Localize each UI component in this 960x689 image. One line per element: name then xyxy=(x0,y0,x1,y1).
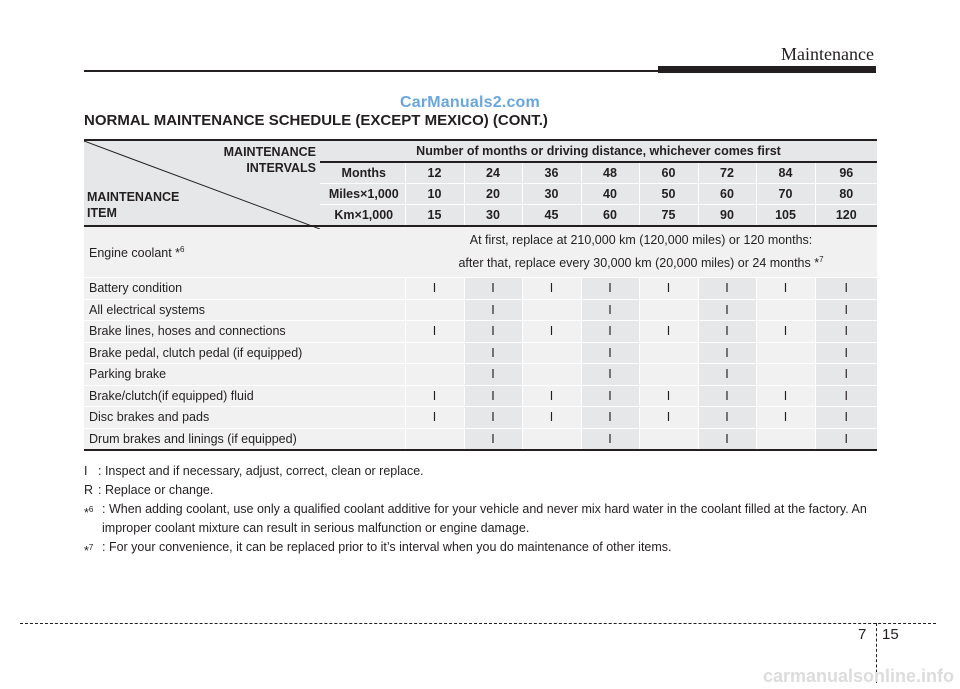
interval-value-cell: 45 xyxy=(522,205,581,227)
mark-cell: I xyxy=(756,407,815,429)
interval-value-cell: 120 xyxy=(815,205,877,227)
item-name: Brake lines, hoses and connections xyxy=(84,321,405,343)
interval-value-cell: 15 xyxy=(405,205,464,227)
table-row xyxy=(84,385,877,407)
note-key-sup: 7 xyxy=(88,543,94,552)
mark-cell: I xyxy=(639,321,698,343)
mark-cell: I xyxy=(464,299,522,321)
coolant-line-1: At first, replace at 210,000 km (120,000 miles) or 120 months: xyxy=(469,233,813,247)
mark-cell xyxy=(756,342,815,364)
mark-cell: I xyxy=(698,407,756,429)
mark-cell: I xyxy=(639,385,698,407)
table-row-engine-coolant xyxy=(84,226,877,278)
note-text: : For your convenience, it can be replaced prior to it’s interval when you do maintenance of other items. xyxy=(102,540,672,554)
mark-cell: I xyxy=(405,407,464,429)
mark-cell xyxy=(405,299,464,321)
maintenance-schedule-table xyxy=(84,139,877,451)
mark-cell: I xyxy=(756,321,815,343)
interval-value-cell: 20 xyxy=(464,183,522,205)
mark-cell: I xyxy=(405,321,464,343)
watermark-top: CarManuals2.com xyxy=(400,94,540,111)
table-row xyxy=(84,364,877,386)
table-row xyxy=(84,278,877,300)
mark-cell: I xyxy=(464,385,522,407)
coolant-interval-text xyxy=(405,226,877,278)
interval-span-header: Number of months or driving distance, whichever comes first xyxy=(320,140,877,162)
mark-cell: I xyxy=(581,342,639,364)
mark-cell: I xyxy=(405,278,464,300)
interval-value-cell: 72 xyxy=(698,162,756,184)
corner-intervals-label: MAINTENANCE INTERVALS xyxy=(223,145,316,175)
mark-cell: I xyxy=(815,428,877,450)
mark-cell: I xyxy=(581,364,639,386)
interval-value-cell: 60 xyxy=(698,183,756,205)
mark-cell xyxy=(522,342,581,364)
mark-cell: I xyxy=(464,364,522,386)
interval-value-cell: 84 xyxy=(756,162,815,184)
corner-item-label: MAINTENANCE ITEM xyxy=(87,190,180,220)
note-key-sup: 6 xyxy=(88,505,94,514)
mark-cell xyxy=(639,342,698,364)
note-key: *$^6$ xyxy=(84,505,94,521)
mark-cell: I xyxy=(522,321,581,343)
interval-value-cell: 30 xyxy=(522,183,581,205)
interval-row-label: Months xyxy=(320,162,405,184)
mark-cell: I xyxy=(815,342,877,364)
mark-cell: I xyxy=(581,321,639,343)
table-row xyxy=(84,342,877,364)
note-key: *$^7$ xyxy=(84,543,94,559)
note-key: I xyxy=(84,464,88,478)
mark-cell xyxy=(522,364,581,386)
header-rule-thin xyxy=(84,70,662,72)
section-title: Maintenance xyxy=(781,44,874,64)
item-name: Battery condition xyxy=(84,278,405,300)
mark-cell: I xyxy=(522,385,581,407)
mark-cell xyxy=(522,428,581,450)
mark-cell: I xyxy=(698,342,756,364)
table-row xyxy=(84,428,877,450)
interval-value-cell: 80 xyxy=(815,183,877,205)
note-key: R xyxy=(84,483,94,497)
mark-cell: I xyxy=(756,278,815,300)
mark-cell: I xyxy=(815,364,877,386)
mark-cell: I xyxy=(522,278,581,300)
interval-value-cell: 105 xyxy=(756,205,815,227)
footer-dashed-rule xyxy=(20,623,936,624)
mark-cell: I xyxy=(464,407,522,429)
table-row xyxy=(84,407,877,429)
interval-value-cell: 50 xyxy=(639,183,698,205)
interval-value-cell: 48 xyxy=(581,162,639,184)
mark-cell: I xyxy=(581,428,639,450)
coolant-line-2 xyxy=(405,250,877,273)
note-item xyxy=(84,481,874,500)
mark-cell: I xyxy=(815,321,877,343)
note-item xyxy=(84,462,874,481)
mark-cell: I xyxy=(464,342,522,364)
interval-value-cell: 30 xyxy=(464,205,522,227)
page-heading: NORMAL MAINTENANCE SCHEDULE (EXCEPT MEXICO) (CONT.) xyxy=(84,112,548,129)
interval-value-cell: 96 xyxy=(815,162,877,184)
mark-cell: I xyxy=(698,278,756,300)
mark-cell: I xyxy=(756,385,815,407)
interval-value-cell: 36 xyxy=(522,162,581,184)
mark-cell: I xyxy=(581,299,639,321)
footnote-ref: 7 xyxy=(819,255,824,264)
mark-cell: I xyxy=(581,407,639,429)
item-name: Brake/clutch(if equipped) fluid xyxy=(84,385,405,407)
footnote-ref: 6 xyxy=(180,244,185,254)
mark-cell xyxy=(639,428,698,450)
mark-cell: I xyxy=(581,385,639,407)
item-name xyxy=(84,226,405,278)
note-item xyxy=(84,538,874,561)
interval-row-label: Miles×1,000 xyxy=(320,183,405,205)
interval-value-cell: 12 xyxy=(405,162,464,184)
interval-value-cell: 60 xyxy=(581,205,639,227)
note-text: : When adding coolant, use only a qualified coolant additive for your vehicle and never mix hard water in the coolant filled at the factory. An improper coolant mixture can result in serious malfunction or engine damage. xyxy=(102,502,867,535)
table-row xyxy=(84,321,877,343)
item-name: Brake pedal, clutch pedal (if equipped) xyxy=(84,342,405,364)
mark-cell xyxy=(405,428,464,450)
mark-cell: I xyxy=(464,321,522,343)
note-text: : Inspect and if necessary, adjust, correct, clean or replace. xyxy=(98,464,424,478)
interval-value-cell: 60 xyxy=(639,162,698,184)
interval-value-cell: 40 xyxy=(581,183,639,205)
mark-cell xyxy=(756,299,815,321)
table-row xyxy=(84,299,877,321)
mark-cell: I xyxy=(698,321,756,343)
notes-block xyxy=(84,462,874,561)
chapter-number: 7 xyxy=(858,626,867,643)
mark-cell: I xyxy=(698,299,756,321)
mark-cell: I xyxy=(698,385,756,407)
mark-cell: I xyxy=(464,428,522,450)
interval-value-cell: 24 xyxy=(464,162,522,184)
mark-cell: I xyxy=(639,278,698,300)
mark-cell: I xyxy=(522,407,581,429)
header-rule-thick xyxy=(658,66,876,73)
note-item xyxy=(84,500,874,538)
item-name: All electrical systems xyxy=(84,299,405,321)
mark-cell xyxy=(756,364,815,386)
interval-value-cell: 90 xyxy=(698,205,756,227)
mark-cell: I xyxy=(639,407,698,429)
interval-value-cell: 70 xyxy=(756,183,815,205)
coolant-line-2-text: after that, replace every 30,000 km (20,000 miles) or 24 months * xyxy=(458,256,820,271)
item-name: Parking brake xyxy=(84,364,405,386)
mark-cell xyxy=(639,364,698,386)
item-name-text: Engine coolant * xyxy=(89,245,181,260)
mark-cell: I xyxy=(815,385,877,407)
note-text: : Replace or change. xyxy=(98,483,214,497)
table-corner-header xyxy=(84,140,320,226)
interval-value-cell: 75 xyxy=(639,205,698,227)
mark-cell xyxy=(639,299,698,321)
mark-cell: I xyxy=(581,278,639,300)
mark-cell: I xyxy=(815,407,877,429)
item-name: Disc brakes and pads xyxy=(84,407,405,429)
mark-cell xyxy=(756,428,815,450)
mark-cell: I xyxy=(464,278,522,300)
mark-cell xyxy=(405,342,464,364)
mark-cell: I xyxy=(698,428,756,450)
interval-row-label: Km×1,000 xyxy=(320,205,405,227)
interval-value-cell: 10 xyxy=(405,183,464,205)
mark-cell xyxy=(405,364,464,386)
item-name: Drum brakes and linings (if equipped) xyxy=(84,428,405,450)
mark-cell: I xyxy=(815,278,877,300)
mark-cell xyxy=(522,299,581,321)
mark-cell: I xyxy=(698,364,756,386)
mark-cell: I xyxy=(405,385,464,407)
watermark-bottom: carmanualsonline.info xyxy=(762,666,954,686)
mark-cell: I xyxy=(815,299,877,321)
page-number: 15 xyxy=(882,626,899,643)
